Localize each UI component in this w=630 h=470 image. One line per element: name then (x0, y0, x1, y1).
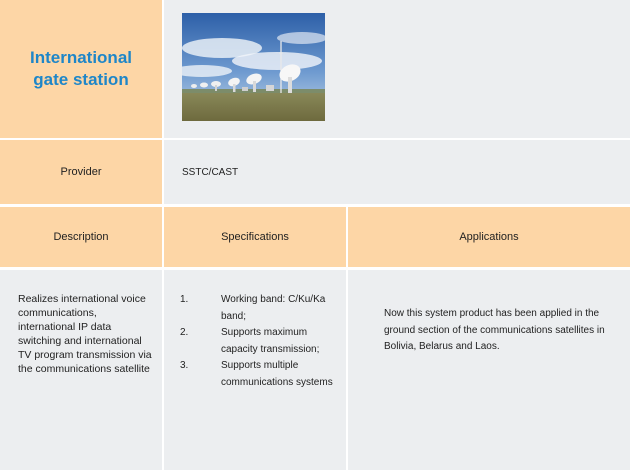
list-item (180, 358, 340, 391)
applications-body-cell (348, 270, 630, 470)
description-header: Description (53, 231, 109, 243)
description-body-cell (0, 270, 162, 470)
photo-cell (164, 0, 630, 138)
spec-text: Supports maximum capacity transmission; (221, 327, 320, 355)
title-cell (0, 0, 162, 138)
specifications-body-cell (164, 270, 346, 470)
spec-text: Supports multiple communications systems (221, 360, 333, 388)
applications-header-cell (348, 207, 630, 267)
provider-label-cell (0, 140, 162, 204)
list-item (180, 292, 340, 325)
applications-header: Applications (459, 231, 519, 243)
description-header-cell (0, 207, 162, 267)
description-text: Realizes international voice communications, international IP data switching and international TV program transmission via the communications satellite (18, 293, 152, 375)
spec-number: 2. (180, 327, 189, 338)
spec-number: 3. (180, 360, 189, 371)
page-title: International gate station (29, 48, 132, 89)
provider-value-cell (164, 140, 630, 204)
specifications-header-cell (164, 207, 346, 267)
provider-label: Provider (60, 166, 102, 178)
ground-station-photo (182, 13, 325, 121)
applications-text: Now this system product has been applied in the ground section of the communications satellites in Bolivia, Belarus and Laos. (384, 308, 605, 352)
provider-value: SSTC/CAST (182, 166, 239, 178)
list-item (180, 325, 340, 358)
spec-text: Working band: C/Ku/Ka band; (221, 294, 326, 322)
specifications-list (180, 292, 340, 391)
spec-number: 1. (180, 294, 189, 305)
specifications-header: Specifications (221, 231, 289, 243)
